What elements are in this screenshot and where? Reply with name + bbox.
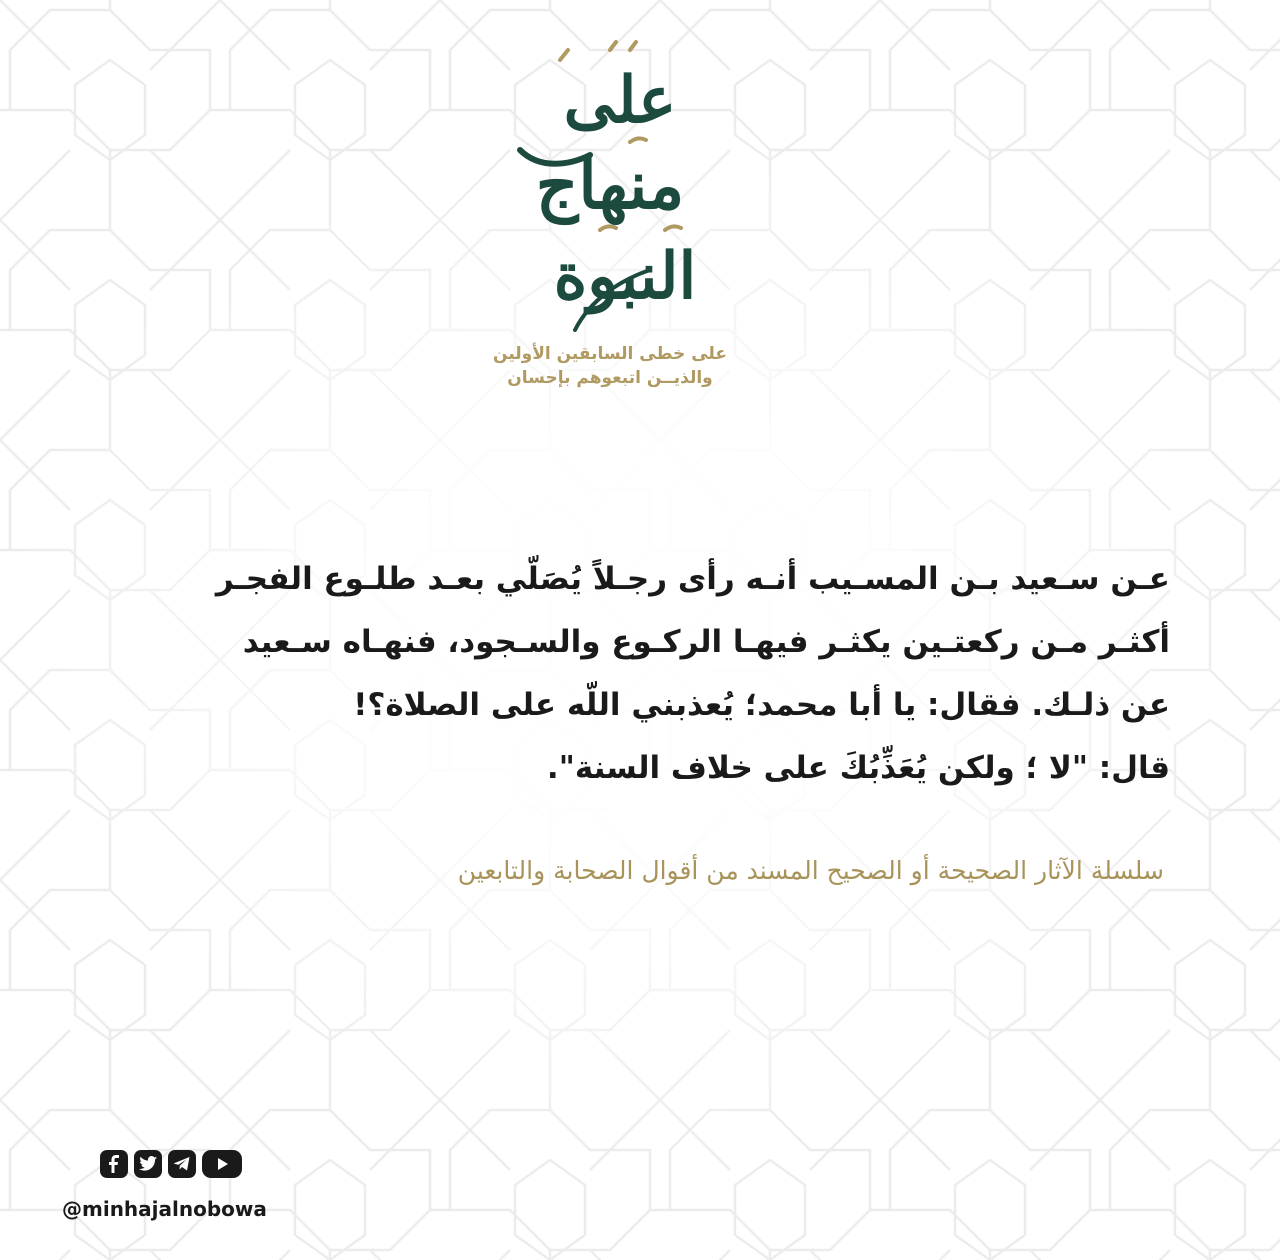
- source-citation: سلسلة الآثار الصحيحة أو الصحيح المسند من أقوال الصحابة والتابعين: [457, 856, 1164, 885]
- quote-text: [100, 548, 1170, 800]
- logo-title-line-3: النبوة: [553, 239, 697, 314]
- logo-title-line-1: على: [563, 63, 677, 138]
- facebook-icon[interactable]: [100, 1150, 128, 1178]
- social-handle[interactable]: @minhajalnobowa: [62, 1197, 267, 1221]
- social-icons: [100, 1146, 242, 1182]
- calligraphy-logo-icon: [480, 30, 740, 350]
- logo-tagline-line-2: والذيــن اتبعوهم بإحسان: [507, 368, 713, 388]
- quote-line-2: أكثـر مـن ركعتـين يكثـر فيهـا الركـوع والسـجود، فنهـاه سـعيد: [242, 624, 1170, 660]
- logo-tagline-line-1: على خطى السابقين الأولين: [493, 344, 727, 364]
- logo: [480, 30, 740, 390]
- quote-line-3: عن ذلـك. فقال: يا أبا محمد؛ يُعذبني اللّه على الصلاة؟!: [353, 687, 1170, 723]
- telegram-icon[interactable]: [168, 1150, 196, 1178]
- logo-title-line-2: منهاج: [535, 146, 685, 224]
- twitter-icon[interactable]: [134, 1150, 162, 1178]
- quote-line-1: عـن سـعيد بـن المسـيب أنـه رأى رجـلاً يُصَلّي بعـد طلـوع الفجـر: [215, 561, 1170, 597]
- youtube-icon[interactable]: [202, 1150, 242, 1178]
- quote-line-4: قال: "لا ؛ ولكن يُعَذِّبُكَ على خلاف السنة".: [546, 750, 1170, 786]
